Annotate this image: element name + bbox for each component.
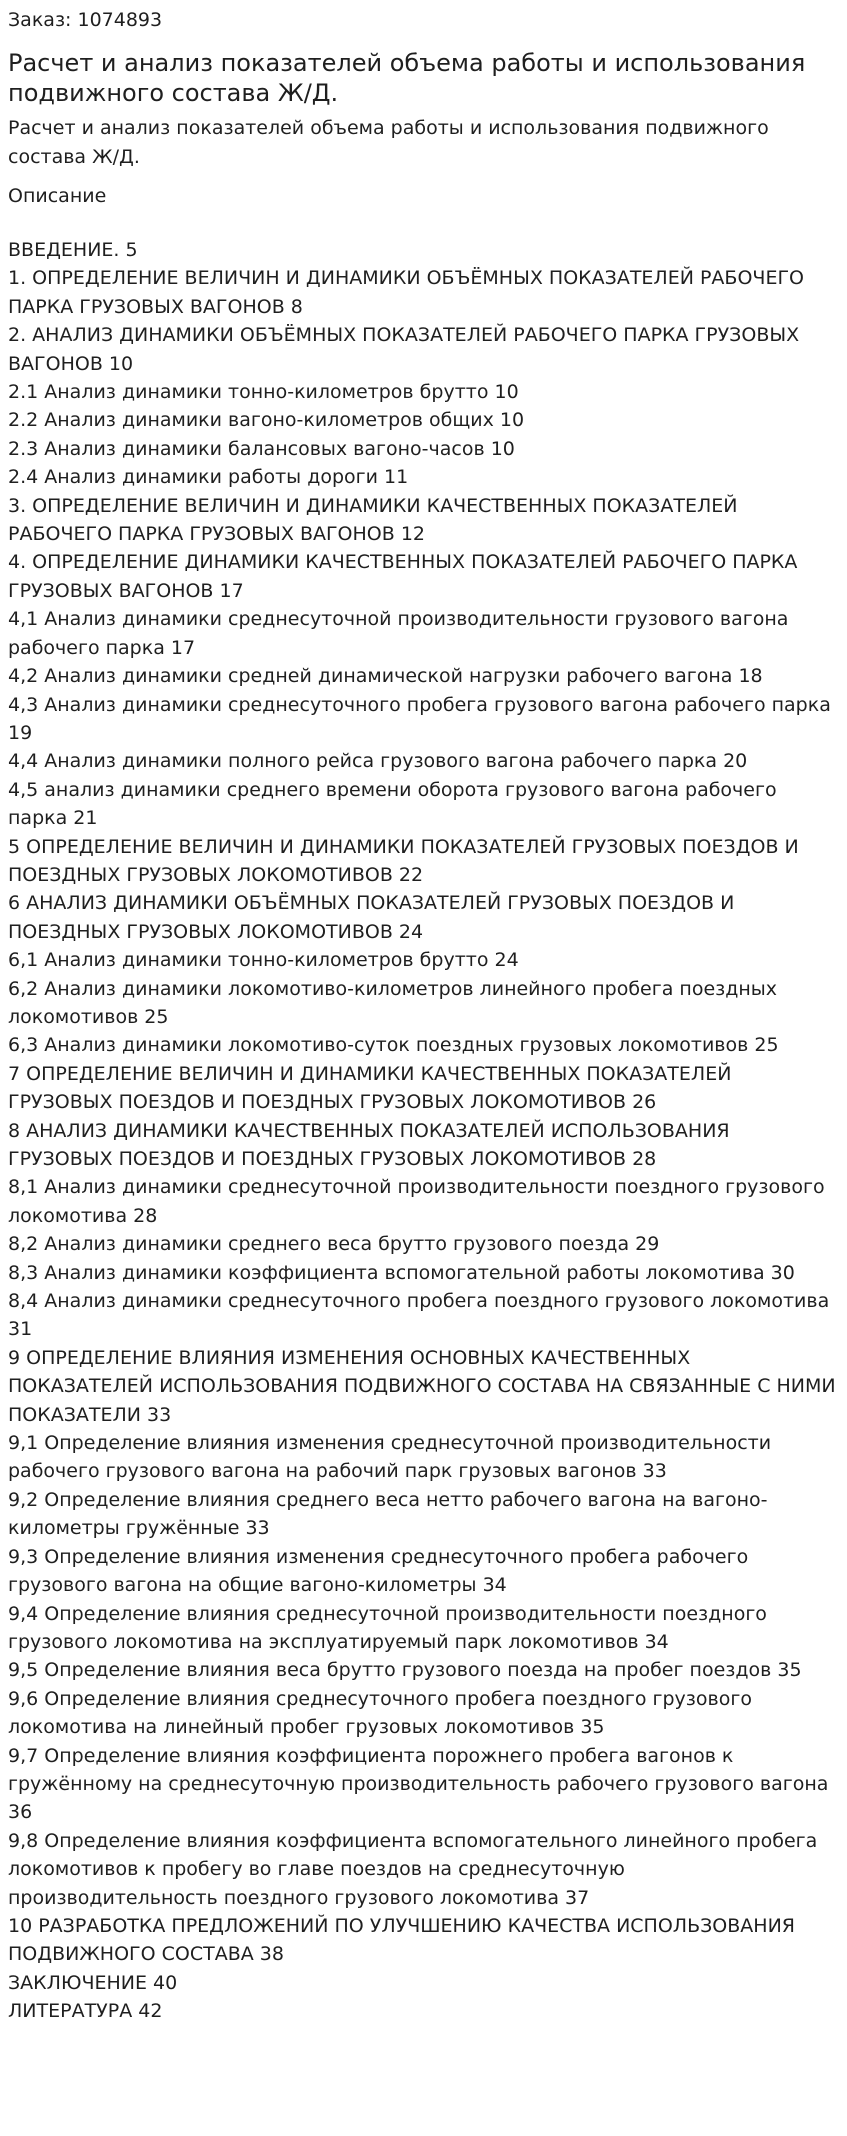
toc-item: 4,5 анализ динамики среднего времени оборота грузового вагона рабочего парка 21 <box>8 778 777 830</box>
toc-item: 2.4 Анализ динамики работы дороги 11 <box>8 466 409 489</box>
toc-item: 4. ОПРЕДЕЛЕНИЕ ДИНАМИКИ КАЧЕСТВЕННЫХ ПОКАЗАТЕЛЕЙ РАБОЧЕГО ПАРКА ГРУЗОВЫХ ВАГОНОВ 17 <box>8 551 798 602</box>
toc-item: 10 РАЗРАБОТКА ПРЕДЛОЖЕНИЙ ПО УЛУЧШЕНИЮ КАЧЕСТВА ИСПОЛЬЗОВАНИЯ ПОДВИЖНОГО СОСТАВА 38 <box>8 1914 795 1966</box>
toc-item: 6 АНАЛИЗ ДИНАМИКИ ОБЪЁМНЫХ ПОКАЗАТЕЛЕЙ ГРУЗОВЫХ ПОЕЗДОВ И ПОЕЗДНЫХ ГРУЗОВЫХ ЛОКОМОТИВОВ 24 <box>8 892 735 943</box>
toc-item: 6,3 Анализ динамики локомотиво-суток поездных грузовых локомотивов 25 <box>8 1034 779 1057</box>
toc-item: ВВЕДЕНИЕ. 5 <box>8 239 138 261</box>
toc-item: 9,8 Определение влияния коэффициента вспомогательного линейного пробега локомотивов к пробегу во главе поездов на среднесуточную производительность поездного грузового локомотива 37 <box>8 1829 818 1909</box>
toc-item: ЛИТЕРАТУРА 42 <box>8 2000 163 2023</box>
toc-item: 8,4 Анализ динамики среднесуточного пробега поездного грузового локомотива 31 <box>8 1290 830 1341</box>
toc-item: 9,1 Определение влияния изменения среднесуточной производительности рабочего грузового вагона на рабочий парк грузовых вагонов 33 <box>8 1432 772 1483</box>
page-subtitle: Расчет и анализ показателей объема работы и использования подвижного состава Ж/Д. <box>8 117 769 168</box>
toc-item: 9,4 Определение влияния среднесуточной производительности поездного грузового локомотива на эксплуатируемый парк локомотивов 34 <box>8 1602 767 1653</box>
toc-item: 7 ОПРЕДЕЛЕНИЕ ВЕЛИЧИН И ДИНАМИКИ КАЧЕСТВЕННЫХ ПОКАЗАТЕЛЕЙ ГРУЗОВЫХ ПОЕЗДОВ И ПОЕЗДНЫХ ГРУЗОВЫХ ЛОКОМОТИВОВ 26 <box>8 1062 732 1114</box>
order-number: Заказ: 1074893 <box>8 9 163 31</box>
toc-item: ЗАКЛЮЧЕНИЕ 40 <box>8 1971 178 1994</box>
toc-item: 8 АНАЛИЗ ДИНАМИКИ КАЧЕСТВЕННЫХ ПОКАЗАТЕЛЕЙ ИСПОЛЬЗОВАНИЯ ГРУЗОВЫХ ПОЕЗДОВ И ПОЕЗДНЫХ ГРУЗОВЫХ ЛОКОМОТИВОВ 28 <box>8 1119 730 1170</box>
toc-item: 3. ОПРЕДЕЛЕНИЕ ВЕЛИЧИН И ДИНАМИКИ КАЧЕСТВЕННЫХ ПОКАЗАТЕЛЕЙ РАБОЧЕГО ПАРКА ГРУЗОВЫХ ВАГОНОВ 12 <box>8 494 738 546</box>
toc-item: 2.1 Анализ динамики тонно-километров брутто 10 <box>8 381 519 404</box>
toc-item: 8,3 Анализ динамики коэффициента вспомогательной работы локомотива 30 <box>8 1261 795 1284</box>
toc-item: 9,3 Определение влияния изменения среднесуточного пробега рабочего грузового вагона на общие вагоно-километры 34 <box>8 1545 749 1597</box>
page-title: Расчет и анализ показателей объема работы и использования подвижного состава Ж/Д. <box>8 49 806 107</box>
toc-item: 2. АНАЛИЗ ДИНАМИКИ ОБЪЁМНЫХ ПОКАЗАТЕЛЕЙ РАБОЧЕГО ПАРКА ГРУЗОВЫХ ВАГОНОВ 10 <box>8 324 800 375</box>
toc-item: 9,5 Определение влияния веса брутто грузового поезда на пробег поездов 35 <box>8 1659 802 1682</box>
toc-item: 9,7 Определение влияния коэффициента порожнего пробега вагонов к гружённому на среднесуточную производительность рабочего грузового вагона 36 <box>8 1744 829 1824</box>
toc-item: 2.3 Анализ динамики балансовых вагоно-часов 10 <box>8 437 515 460</box>
toc-item: 2.2 Анализ динамики вагоно-километров общих 10 <box>8 409 525 432</box>
table-of-contents <box>8 236 839 2026</box>
toc-item: 9 ОПРЕДЕЛЕНИЕ ВЛИЯНИЯ ИЗМЕНЕНИЯ ОСНОВНЫХ КАЧЕСТВЕННЫХ ПОКАЗАТЕЛЕЙ ИСПОЛЬЗОВАНИЯ ПОДВИЖНОГО СОСТАВА НА СВЯЗАННЫЕ С НИМИ ПОКАЗАТЕЛИ 33 <box>8 1346 836 1426</box>
toc-item: 8,1 Анализ динамики среднесуточной производительности поездного грузового локомотива 28 <box>8 1176 825 1227</box>
toc-item: 9,2 Определение влияния среднего веса нетто рабочего вагона на вагоно-километры гружённые 33 <box>8 1488 768 1540</box>
toc-item: 6,2 Анализ динамики локомотиво-километров линейного пробега поездных локомотивов 25 <box>8 977 778 1028</box>
toc-item: 4,3 Анализ динамики среднесуточного пробега грузового вагона рабочего парка 19 <box>8 693 831 744</box>
toc-item: 8,2 Анализ динамики среднего веса брутто грузового поезда 29 <box>8 1233 660 1256</box>
description-heading: Описание <box>8 185 107 207</box>
toc-item: 1. ОПРЕДЕЛЕНИЕ ВЕЛИЧИН И ДИНАМИКИ ОБЪЁМНЫХ ПОКАЗАТЕЛЕЙ РАБОЧЕГО ПАРКА ГРУЗОВЫХ ВАГОНОВ 8 <box>8 267 804 318</box>
toc-item: 4,2 Анализ динамики средней динамической нагрузки рабочего вагона 18 <box>8 665 763 688</box>
toc-item: 4,1 Анализ динамики среднесуточной производительности грузового вагона рабочего парка 17 <box>8 608 789 659</box>
toc-item: 9,6 Определение влияния среднесуточного пробега поездного грузового локомотива на линейный пробег грузовых локомотивов 35 <box>8 1687 752 1739</box>
toc-item: 5 ОПРЕДЕЛЕНИЕ ВЕЛИЧИН И ДИНАМИКИ ПОКАЗАТЕЛЕЙ ГРУЗОВЫХ ПОЕЗДОВ И ПОЕЗДНЫХ ГРУЗОВЫХ ЛОКОМОТИВОВ 22 <box>8 835 799 886</box>
toc-item: 4,4 Анализ динамики полного рейса грузового вагона рабочего парка 20 <box>8 750 748 773</box>
toc-item: 6,1 Анализ динамики тонно-километров брутто 24 <box>8 949 519 972</box>
